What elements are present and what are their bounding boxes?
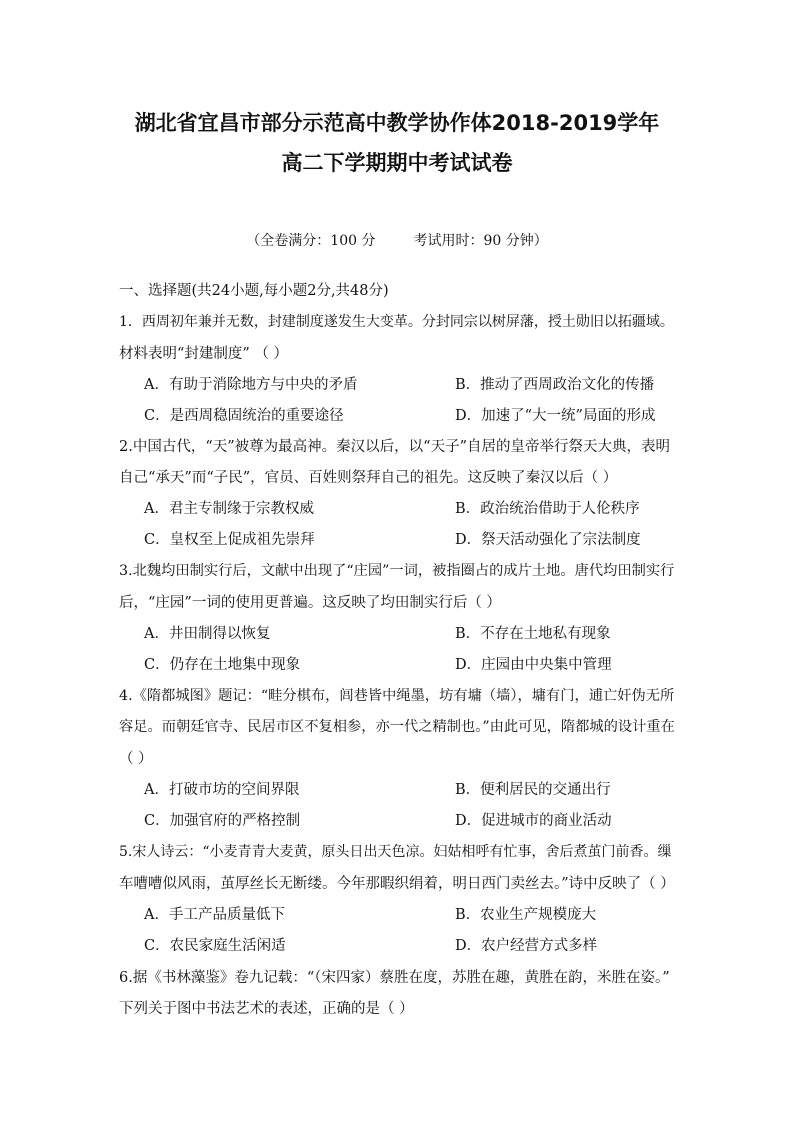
- time-info: 考试用时：90 分钟）: [413, 233, 548, 249]
- section-heading: 一、选择题(共24小题,每小题2分,共48分): [119, 283, 389, 299]
- question-5-line-1: 5.宋人诗云：“小麦青青大麦黄，原头日出天色凉。妇姑相呼有忙事，舍后煮茧门前香。缫: [119, 844, 672, 860]
- question-3-option-c: C．仍存在土地集中现象: [144, 657, 301, 673]
- question-1-option-c: C．是西周稳固统治的重要途径: [144, 408, 344, 424]
- question-3-option-b: B．不存在土地私有现象: [455, 626, 611, 642]
- question-5-option-d: D．农户经营方式多样: [455, 938, 598, 954]
- exam-title-line2: 高二下学期期中考试试卷: [281, 151, 513, 175]
- exam-title-line1: 湖北省宜昌市部分示范高中教学协作体2018-2019学年: [134, 111, 660, 135]
- question-5-option-b: B．农业生产规模庞大: [455, 907, 597, 923]
- question-5-option-a: A．手工产品质量低下: [144, 907, 285, 923]
- question-5-line-2: 车嘈嘈似风雨，茧厚丝长无断缕。今年那暇织绢着，明日西门卖丝去。”诗中反映了（ ）: [119, 876, 675, 892]
- question-3-line-2: 后，“庄园”一词的使用更普遍。这反映了均田制实行后（ ）: [119, 595, 501, 611]
- question-4-option-c: C．加强官府的严格控制: [144, 813, 301, 829]
- question-4-line-1: 4.《隋都城图》题记：“畦分棋布，闾巷皆中绳墨，坊有墉（墙），墉有门，逋亡奸伪无所: [119, 688, 675, 704]
- question-4-option-b: B．便利居民的交通出行: [455, 782, 611, 798]
- score-info: （全卷满分：100 分: [246, 233, 376, 249]
- question-1-line-1: 1．西周初年兼并无数，封建制度遂发生大变革。分封同宗以树屏藩，授土勋旧以拓疆域。: [119, 314, 674, 330]
- question-2-option-a: A．君主专制缘于宗教权威: [144, 501, 314, 517]
- question-2-option-c: C．皇权至上促成祖先崇拜: [144, 532, 315, 548]
- question-4-option-a: A．打破市坊的空间界限: [144, 782, 300, 798]
- question-3-option-d: D．庄园由中央集中管理: [455, 657, 612, 673]
- question-2-option-b: B．政治统治借助于人伦秩序: [455, 501, 640, 517]
- question-5-option-c: C．农民家庭生活闲适: [144, 938, 286, 954]
- question-3-option-a: A．井田制得以恢复: [144, 626, 271, 642]
- question-1-option-b: B．推动了西周政治文化的传播: [455, 377, 655, 393]
- question-6-line-1: 6.据《书林藻鉴》卷九记载：“（宋四家）蔡胜在度，苏胜在趣，黄胜在韵，米胜在姿。”: [119, 970, 670, 986]
- exam-meta: [0, 230, 794, 250]
- question-1-option-a: A．有助于消除地方与中央的矛盾: [144, 377, 358, 393]
- question-3-line-1: 3.北魏均田制实行后，文献中出现了“庄园”一词，被指圈占的成片土地。唐代均田制实行: [119, 563, 675, 579]
- question-2-line-1: 2.中国古代，“天”被尊为最高神。秦汉以后，以“天子”自居的皇帝举行祭天大典，表明: [119, 439, 670, 455]
- question-4-option-d: D．促进城市的商业活动: [455, 813, 612, 829]
- question-4-line-2: 容足。而朝廷官寺、民居市区不复相参，亦一代之精制也。”由此可见，隋都城的设计重在: [119, 719, 675, 735]
- question-2-option-d: D．祭天活动强化了宗法制度: [455, 532, 641, 548]
- question-1-line-2: 材料表明“封建制度” （ ）: [119, 346, 289, 362]
- question-4-line-3: （ ）: [119, 751, 153, 767]
- question-6-line-2: 下列关于图中书法艺术的表述，正确的是（ ）: [119, 1001, 414, 1017]
- question-1-option-d: D．加速了“大一统”局面的形成: [455, 408, 656, 424]
- question-2-line-2: 自己“承天”而“子民”，官员、百姓则祭拜自己的祖先。这反映了秦汉以后（ ）: [119, 470, 618, 486]
